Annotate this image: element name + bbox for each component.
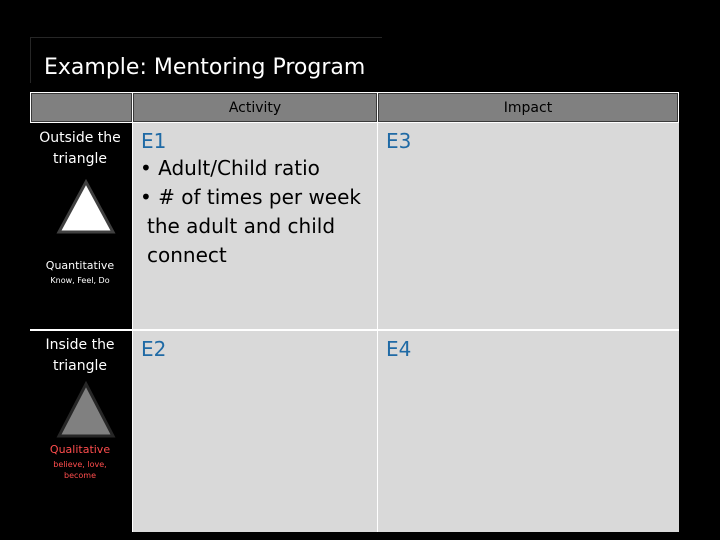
impact-tag-e3: E3 [386, 129, 412, 153]
impact-cell-e3 [378, 123, 679, 329]
header-activity: Activity [133, 93, 377, 122]
activity-bullet-times: • # of times per week [140, 185, 361, 209]
row-label-outside-line2: triangle [53, 151, 107, 167]
filled-triangle-icon [56, 381, 116, 439]
slide-title-text: Example: Mentoring Program [44, 55, 366, 80]
activity-bullet-cont1: the adult and child [147, 214, 336, 238]
activity-bullet-list [140, 154, 377, 270]
qualitative-label: Qualitative [49, 443, 111, 456]
activity-tag-e2: E2 [141, 337, 167, 361]
outline-triangle-icon [56, 179, 116, 235]
activity-cell-e1 [133, 123, 377, 329]
activity-cell-e2 [133, 331, 377, 532]
slide-title [30, 37, 382, 83]
impact-tag-e4: E4 [386, 337, 412, 361]
quantitative-label: Quantitative [45, 259, 115, 272]
activity-bullet-cont2: connect [147, 243, 227, 267]
qualitative-detail-line1: believe, love, [53, 460, 107, 469]
row-label-outside-line1: Outside the [39, 130, 121, 146]
row-label-inside-line2: triangle [53, 358, 107, 374]
activity-bullet-ratio: • Adult/Child ratio [140, 156, 320, 180]
activity-tag-e1: E1 [141, 129, 167, 153]
header-corner-cell [31, 93, 132, 122]
row-label-inside [30, 331, 132, 532]
row-label-inside-line1: Inside the [45, 337, 115, 353]
row-label-outside-text [30, 128, 130, 170]
impact-table [30, 92, 679, 532]
row-label-inside-text [30, 335, 130, 377]
qualitative-detail-line2: become [63, 471, 96, 480]
header-impact: Impact [378, 93, 678, 122]
quantitative-detail: Know, Feel, Do [50, 276, 110, 285]
row-label-outside [30, 123, 132, 329]
qualitative-detail [30, 459, 130, 481]
impact-cell-e4 [378, 331, 679, 532]
